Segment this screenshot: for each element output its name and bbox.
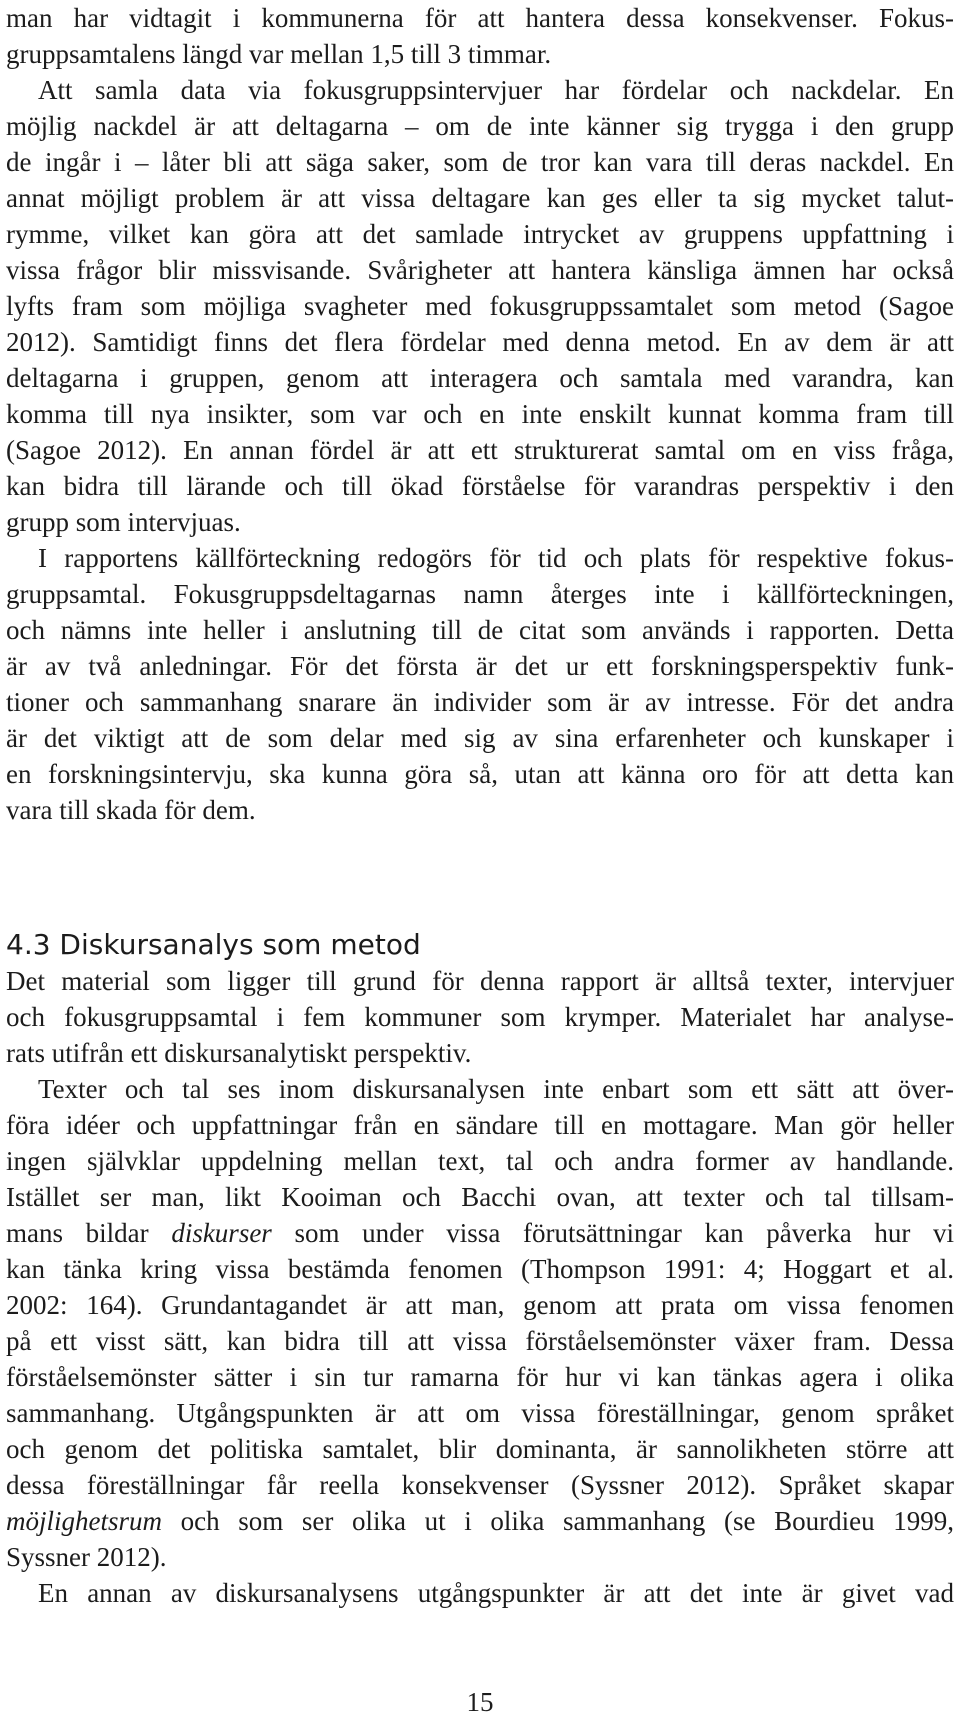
emphasis-term: möjlighetsrum <box>6 1506 163 1536</box>
text-line: vissa frågor blir missvisande. Svårigheter att hantera känsliga ämnen har också <box>6 255 954 285</box>
text-line: dessa föreställningar får reella konsekvenser (Syssner 2012). Språket skapar <box>6 1470 954 1500</box>
text-line: och nämns inte heller i anslutning till de citat som används i rapporten. Detta <box>6 615 954 645</box>
text-line: är det viktigt att de som delar med sig av sina erfarenheter och kunskaper i <box>6 723 954 753</box>
text-line: sammanhang. Utgångspunkten är att om vissa föreställningar, genom språket <box>6 1398 954 1428</box>
text-line: rymme, vilket kan göra att det samlade intrycket av gruppens uppfattning i <box>6 219 954 249</box>
text-line: rats utifrån ett diskursanalytiskt perspektiv. <box>6 1038 472 1068</box>
text-run: och som ser olika ut i olika sammanhang (se Bourdieu 1999, <box>180 1506 954 1536</box>
text-line: grupp som intervjuas. <box>6 507 241 537</box>
text-line: vara till skada för dem. <box>6 795 256 825</box>
text-line: komma till nya insikter, som var och en inte enskilt kunnat komma fram till <box>6 399 954 429</box>
text-line: Texter och tal ses inom diskursanalysen inte enbart som ett sätt att över- <box>38 1074 954 1104</box>
text-line: gruppsamtalens längd var mellan 1,5 till 3 timmar. <box>6 39 552 69</box>
text-run: som under vissa förutsättningar kan påverka hur vi <box>294 1218 955 1248</box>
text-line <box>6 1503 954 1539</box>
page-number: 15 <box>466 1687 494 1717</box>
text-run: mans bildar <box>6 1218 149 1248</box>
text-line: Syssner 2012). <box>6 1542 167 1572</box>
text-line: kan tänka kring vissa bestämda fenomen (Thompson 1991: 4; Hoggart et al. <box>6 1254 954 1284</box>
text-line: föra idéer och uppfattningar från en sändare till en mottagare. Man gör heller <box>6 1110 954 1140</box>
text-line: tioner och sammanhang snarare än individer som är av intresse. För det andra <box>6 687 954 717</box>
text-line: 2012). Samtidigt finns det flera fördelar med denna metod. En av dem är att <box>6 327 954 357</box>
text-line: lyfts fram som möjliga svagheter med fokusgruppssamtalet som metod (Sagoe <box>6 291 954 321</box>
text-line <box>6 1215 954 1251</box>
text-line: förståelsemönster sätter i sin tur ramarna för hur vi kan tänkas agera i olika <box>6 1362 954 1392</box>
text-line: 2002: 164). Grundantagandet är att man, genom att prata om vissa fenomen <box>6 1290 954 1320</box>
text-line: I rapportens källförteckning redogörs för tid och plats för respektive fokus- <box>38 543 954 573</box>
text-line: möjlig nackdel är att deltagarna – om de inte känner sig trygga i den grupp <box>6 111 954 141</box>
text-line: och genom det politiska samtalet, blir dominanta, är sannolikheten större att <box>6 1434 954 1464</box>
text-line: på ett visst sätt, kan bidra till att vissa förståelsemönster växer fram. Dessa <box>6 1326 954 1356</box>
text-line: gruppsamtal. Fokusgruppsdeltagarnas namn återges inte i källförteckningen, <box>6 579 954 609</box>
text-line: kan bidra till lärande och till ökad förståelse för varandras perspektiv i den <box>6 471 954 501</box>
text-line: Istället ser man, likt Kooiman och Bacchi ovan, att texter och tal tillsam- <box>6 1182 954 1212</box>
text-line: annat möjligt problem är att vissa deltagare kan ges eller ta sig mycket talut- <box>6 183 954 213</box>
text-line: deltagarna i gruppen, genom att interagera och samtala med varandra, kan <box>6 363 954 393</box>
text-line: man har vidtagit i kommunerna för att hantera dessa konsekvenser. Fokus- <box>6 3 954 33</box>
text-line: ingen självklar uppdelning mellan text, tal och andra former av handlande. <box>6 1146 954 1176</box>
text-line: Det material som ligger till grund för denna rapport är alltså texter, intervjuer <box>6 966 954 996</box>
section-heading: 4.3 Diskursanalys som metod <box>6 928 421 961</box>
text-line: (Sagoe 2012). En annan fördel är att ett strukturerat samtal om en viss fråga, <box>6 435 954 465</box>
text-line: En annan av diskursanalysens utgångspunkter är att det inte är givet vad <box>38 1578 954 1608</box>
text-line: är av två anledningar. För det första är det ur ett forskningsperspektiv funk- <box>6 651 954 681</box>
text-line: Att samla data via fokusgruppsintervjuer har fördelar och nackdelar. En <box>38 75 954 105</box>
emphasis-term: diskurser <box>171 1218 272 1248</box>
text-line: de ingår i – låter bli att säga saker, som de tror kan vara till deras nackdel. En <box>6 147 954 177</box>
text-line: en forskningsintervju, ska kunna göra så, utan att känna oro för att detta kan <box>6 759 954 789</box>
text-line: och fokusgruppsamtal i fem kommuner som krymper. Materialet har analyse- <box>6 1002 954 1032</box>
